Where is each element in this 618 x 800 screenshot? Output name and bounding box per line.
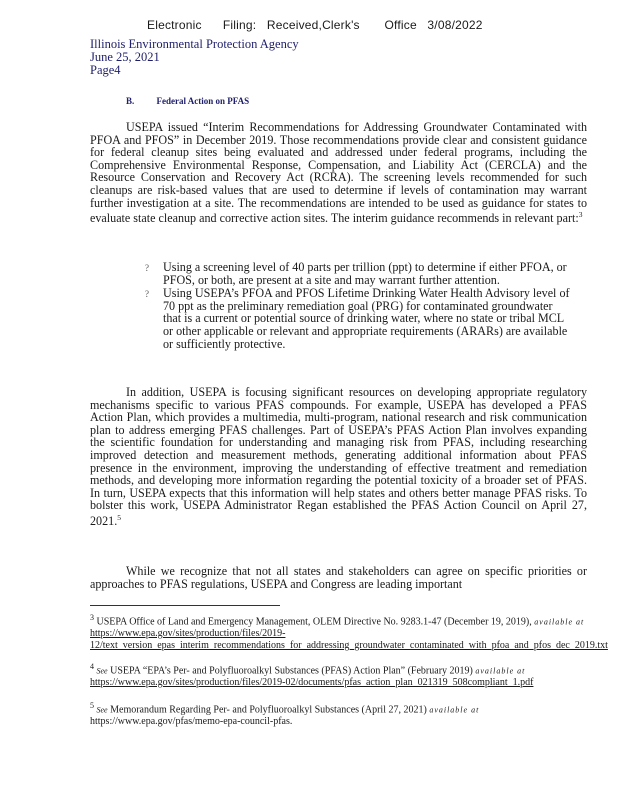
footnote-see: See bbox=[96, 666, 108, 676]
footnote-ref-5[interactable]: 5 bbox=[117, 512, 121, 522]
letterhead-agency: Illinois Environmental Protection Agency bbox=[90, 37, 299, 51]
paragraph-1 bbox=[90, 121, 587, 225]
list-item bbox=[145, 261, 570, 286]
footnote-see: See bbox=[96, 705, 108, 715]
footnote-text: USEPA Office of Land and Emergency Management, OLEM Directive No. 9283.1-47 (December 19, 2019), bbox=[96, 616, 532, 628]
footnote-number: 3 bbox=[90, 613, 94, 622]
paragraph-1-text: USEPA issued “Interim Recommendations for Addressing Groundwater Contaminated with PFOA and PFOS” in December 2019. Those recommendations provide clear and consistent guidance for federal cleanup sites being evaluated and addressed under federal programs, including the Comprehensive Environmental Response, Compensation, and Liability Act (CERCLA) and the Resource Conservation and Recovery Act (RCRA). The screening levels recommended for such cleanups are risk-based values that are used to determine if levels of contamination may warrant further investigation at a site. The recommendations are intended to be used as guidance for states to evaluate state cleanup and corrective action sites. The interim guidance recommends in relevant part: bbox=[90, 120, 587, 226]
footnote-text: USEPA “EPA’s Per- and Polyfluoroalkyl Substances (PFAS) Action Plan” (February 2019) bbox=[110, 665, 473, 677]
footnote-link[interactable]: https://www.epa.gov/sites/production/files/2019-02/documents/pfas_action_plan_021319_508compliant_1.pdf bbox=[90, 676, 534, 688]
list-item-text: Using USEPA’s PFOA and PFOS Lifetime Drinking Water Health Advisory level of 70 ppt as the preliminary remediation goal (PRG) for contaminated groundwater that is a current or potential source of drinking water, where no state or tribal MCL or other applicable or relevant and appropriate requirements (ARARs) are available or sufficiently protective. bbox=[163, 286, 570, 351]
footnote-number: 5 bbox=[90, 701, 94, 710]
footnote-link[interactable]: https://www.epa.gov/sites/production/files/2019-12/text_version_epas_interim_recommendations_for_addressing_groundwater_contaminated_with_pfoa_and_pfos_dec_2019.txt bbox=[90, 627, 608, 651]
letterhead-page: Page4 bbox=[90, 63, 121, 77]
filing-stamp: Electronic Filing: Received,Clerk's Office 3/08/2022 bbox=[147, 18, 483, 32]
footnote-ref-3[interactable]: 3 bbox=[578, 210, 583, 220]
footnote-available: available at bbox=[429, 705, 480, 715]
footnote-number: 4 bbox=[90, 662, 94, 671]
footnote-3 bbox=[90, 612, 608, 651]
footnote-available: available at bbox=[475, 666, 526, 676]
recommendation-list bbox=[145, 261, 570, 351]
footnote-4 bbox=[90, 661, 595, 689]
paragraph-2-text: In addition, USEPA is focusing significant resources on developing appropriate regulatory mechanisms specific to various PFAS compounds. For example, USEPA has developed a PFAS Action Plan, which provides a multimedia, multi-program, national research and risk communication plan to address emerging PFAS challenges. Part of USEPA’s PFAS Action Plan involves expanding the scientific foundation for understanding and managing risk from PFAS, including researching improved detection and measurement methods, generating additional information about PFAS presence in the environment, improving the understanding of effective treatment and remediation methods, and developing more information regarding the potential toxicity of a broader set of PFAS. In turn, USEPA expects that this information will help states and others better manage PFAS risks. To bolster this work, USEPA Administrator Regan established the PFAS Action Council on April 27, 2021. bbox=[90, 385, 587, 528]
paragraph-3-text: While we recognize that not all states and stakeholders can agree on specific priorities or approaches to PFAS regulations, USEPA and Congress are leading important bbox=[90, 564, 587, 591]
list-item bbox=[145, 287, 570, 350]
paragraph-3 bbox=[90, 565, 587, 590]
letterhead-date: June 25, 2021 bbox=[90, 50, 160, 64]
footnote-available: available at bbox=[534, 617, 585, 627]
paragraph-2 bbox=[90, 386, 587, 528]
footnote-5 bbox=[90, 700, 595, 728]
footnote-text: Memorandum Regarding Per- and Polyfluoroalkyl Substances (April 27, 2021) bbox=[110, 704, 427, 716]
section-letter: B. bbox=[126, 96, 135, 106]
section-title: Federal Action on PFAS bbox=[156, 96, 250, 106]
footnote-divider bbox=[90, 605, 280, 606]
section-heading bbox=[126, 96, 249, 106]
footnote-url[interactable]: https://www.epa.gov/pfas/memo-epa-council-pfas. bbox=[90, 715, 293, 727]
bullet-icon: ? bbox=[145, 263, 149, 273]
bullet-icon: ? bbox=[145, 289, 149, 300]
list-item-text: Using a screening level of 40 parts per trillion (ppt) to determine if either PFOA, or PFOS, or both, are present at a site and may warrant further attention. bbox=[163, 260, 567, 287]
